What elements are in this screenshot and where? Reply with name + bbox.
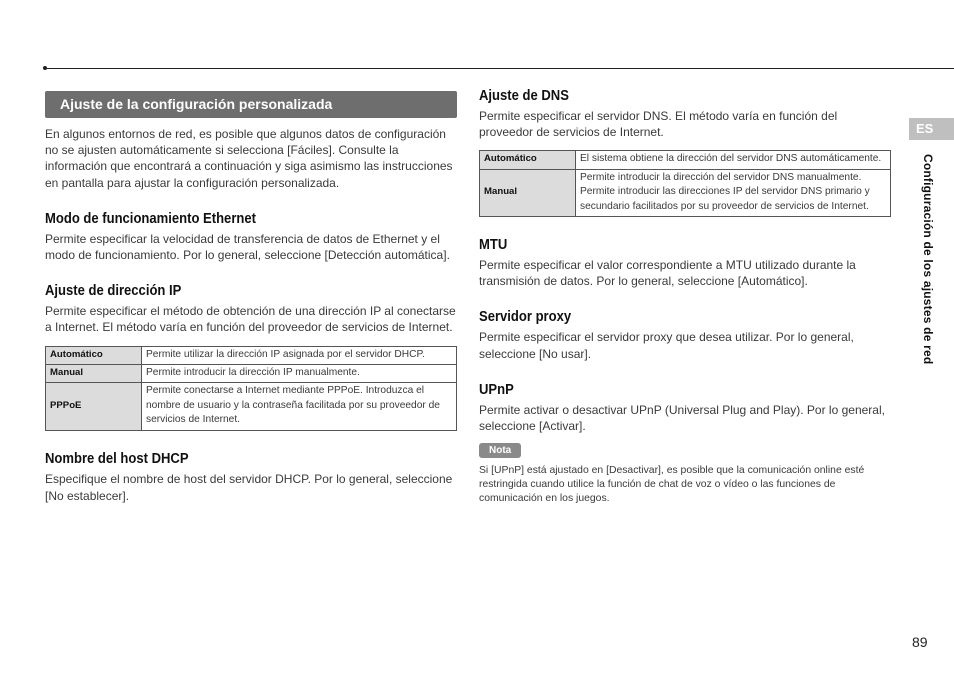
ethernet-text: Permite especificar la velocidad de transferencia de datos de Ethernet y el modo de funcionamiento. Por lo general, seleccione [Detección automática]. [45,231,450,263]
ethernet-section [45,211,457,263]
option-key: PPPoE [46,383,142,430]
proxy-section [479,309,891,361]
mtu-heading: MTU [479,237,508,254]
option-key: Manual [480,169,576,216]
ip-section [45,283,457,430]
proxy-heading: Servidor proxy [479,309,572,326]
dhcp-section [45,451,457,505]
option-desc: El sistema obtiene la dirección del servidor DNS automáticamente. [576,151,891,169]
dns-text: Permite especificar el servidor DNS. El método varía en función del proveedor de servicios de Internet. [479,109,838,140]
ip-heading: Ajuste de dirección IP [45,283,182,300]
option-desc: Permite conectarse a Internet mediante PPPoE. Introduzca el nombre de usuario y la contraseña facilitada por su proveedor de servicios de Internet. [142,383,457,430]
option-desc: Permite introducir la dirección del servidor DNS manualmente. Permite introducir las direcciones IP del servidor DNS primario y secundario facilitados por su proveedor de servicios de Internet. [576,169,891,216]
table-row [46,383,457,430]
option-desc: Permite introducir la dirección IP manualmente. [142,365,457,383]
chapter-title: Configuración de los ajustes de red [921,154,935,365]
right-column [479,88,891,506]
upnp-text: Permite activar o desactivar UPnP (Universal Plug and Play). Por lo general, seleccione [Activar]. [479,402,885,434]
option-key: Manual [46,365,142,383]
upnp-heading: UPnP [479,381,514,398]
top-rule [46,68,954,69]
table-row [46,346,457,364]
intro-paragraph: En algunos entornos de red, es posible que algunos datos de configuración no se ajusten automáticamente si selecciona [Fáciles]. Consulte la información que encontrará a continuación y siga asimismo las instrucciones en pantalla para ajustar la configuración personalizada. [45,127,453,190]
dhcp-text: Especifique el nombre de host del servidor DHCP. Por lo general, seleccione [No establecer]. [45,471,453,503]
page-number: 89 [912,634,928,650]
dns-section [479,88,891,217]
language-tab: ES [909,118,954,140]
table-row [480,151,891,169]
dhcp-heading: Nombre del host DHCP [45,450,189,467]
ethernet-heading: Modo de funcionamiento Ethernet [45,210,256,227]
note-badge: Nota [479,443,521,458]
mtu-text: Permite especificar el valor correspondiente a MTU utilizado durante la transmisión de datos. Por lo general, seleccione [Automático]. [479,258,856,289]
option-desc: Permite utilizar la dirección IP asignada por el servidor DHCP. [142,346,457,364]
option-key: Automático [46,346,142,364]
ip-options-table [45,346,457,431]
option-key: Automático [480,151,576,169]
proxy-text: Permite especificar el servidor proxy que desea utilizar. Por lo general, seleccione [No usar]. [479,330,854,361]
table-row [46,365,457,383]
note-block [479,440,891,506]
upnp-section [479,382,891,506]
section-banner: Ajuste de la configuración personalizada [45,91,457,118]
note-text: Si [UPnP] está ajustado en [Desactivar], es posible que la comunicación online esté restringida cuando utilice la función de chat de voz o vídeo o las funciones de comunicación en los juegos. [479,465,865,505]
ip-text: Permite especificar el método de obtención de una dirección IP al conectarse a Internet. El método varía en función del proveedor de servicios de Internet. [45,304,456,335]
dns-options-table [479,150,891,217]
table-row [480,169,891,216]
left-column [45,91,457,505]
mtu-section [479,237,891,289]
dns-heading: Ajuste de DNS [479,88,569,104]
